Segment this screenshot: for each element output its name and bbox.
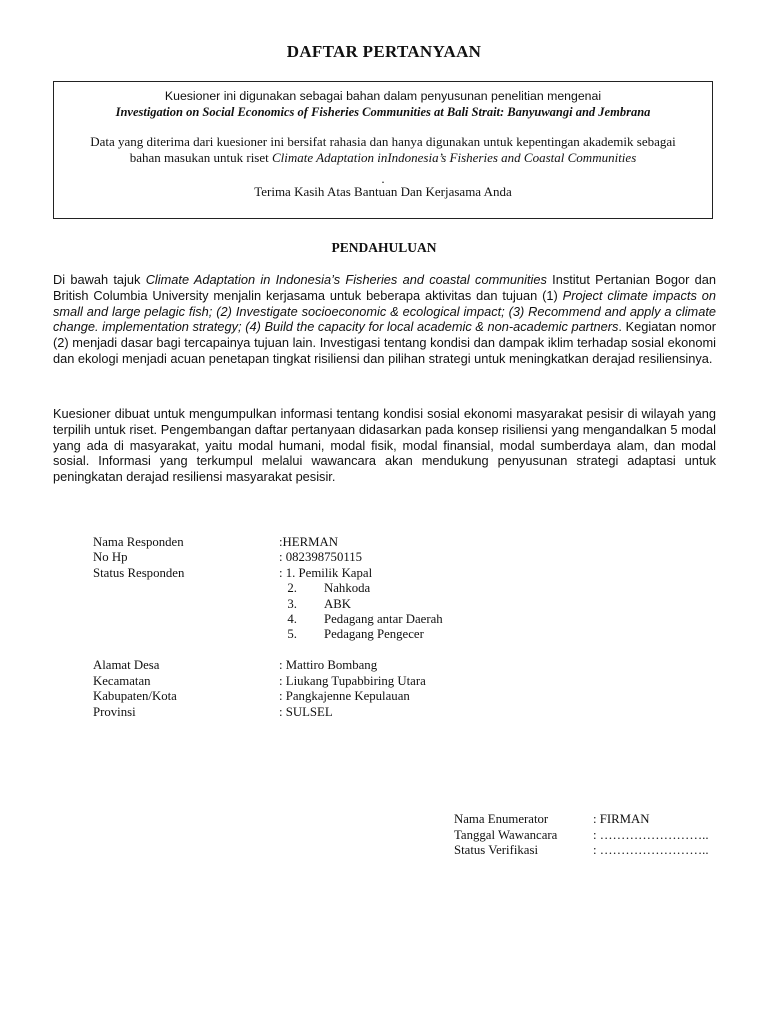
field-label: Kabupaten/Kota: [93, 689, 177, 703]
option-label: Nahkoda: [324, 581, 371, 595]
paragraph-italic: Climate Adaptation in Indonesia’s Fisheries and coastal communities: [145, 272, 547, 287]
option-label: Pedagang Pengecer: [324, 627, 424, 641]
intro-dot: .: [381, 171, 385, 186]
field-label: Status Verifikasi: [454, 843, 539, 857]
intro-line: Kuesioner ini digunakan sebagai bahan dalam penyusunan penelitian mengenai: [164, 89, 602, 103]
option-number: 2.: [287, 581, 297, 595]
project-title: Climate Adaptation inIndonesia’s Fisheries and Coastal Communities: [272, 150, 637, 165]
thanks-line: Terima Kasih Atas Bantuan Dan Kerjasama Anda: [254, 184, 512, 199]
intro-line: [54, 150, 712, 166]
field-value: : Pangkajenne Kepulauan: [279, 689, 410, 703]
paragraph-intro: [53, 272, 716, 367]
intro-text: bahan masukan untuk riset: [129, 150, 272, 165]
paragraph-text: Institut Pertanian Bogor dan British Columbia University menjalin kerjasama untuk beberapa aktivitas dan tujuan (1): [53, 272, 717, 303]
option-number: 5.: [287, 627, 297, 641]
field-label: Tanggal Wawancara: [454, 828, 558, 842]
field-value: : 1. Pemilik Kapal: [279, 566, 373, 580]
field-label: Kecamatan: [93, 674, 151, 688]
field-label: No Hp: [93, 550, 128, 564]
paragraph-text: . Kegiatan nomor (2) menjadi dasar bagi tercapainya tujuan lain. Investigasi tentang kondisi dan dampak iklim terhadap sosial ekonomi dan ekologi menjadi acuan penetapan tingkat risiliensi dan pilihan strategi untuk meningkatkan derajad resiliensinya.: [53, 319, 716, 366]
field-label: Alamat Desa: [93, 658, 160, 672]
paragraph-purpose: Kuesioner dibuat untuk mengumpulkan informasi tentang kondisi sosial ekonomi masyarakat pesisir di wilayah yang terpilih untuk riset. Pengembangan daftar pertanyaan didasarkan pada konsep risiliensi yang mengandalkan 5 modal yang ada di masyarakat, yaitu modal humani, modal fisik, modal finansial, modal sumberdaya alam, dan modal sosial. Informasi yang terkumpul melalui wawancara akan mendukung penyusunan strategi adaptasi untuk peningkatan derajad resiliensi masyarakat pesisir.: [53, 406, 716, 485]
field-value: : Liukang Tupabbiring Utara: [279, 674, 426, 688]
option-number: 4.: [287, 612, 297, 626]
field-value: : Mattiro Bombang: [279, 658, 378, 672]
field-label: Status Responden: [93, 566, 185, 580]
section-title: PENDAHULUAN: [331, 240, 437, 255]
research-title: Investigation on Social Economics of Fisheries Communities at Bali Strait: Banyuwangi and Jembrana: [115, 105, 651, 119]
field-value: :HERMAN: [279, 535, 339, 549]
paragraph-italic: Project climate impacts on small and large pelagic fish; (2) Investigate socioeconomic & ecological impact; (3) Recommend and apply a climate change. implementation strategy; (4) Build the capacity for local academic & non-academic partners: [53, 287, 716, 335]
field-label: Provinsi: [93, 705, 136, 719]
field-value: : 082398750115: [279, 550, 363, 564]
option-label: Pedagang antar Daerah: [324, 612, 443, 626]
field-label: Nama Responden: [93, 535, 184, 549]
intro-line: Data yang diterima dari kuesioner ini bersifat rahasia dan hanya digunakan untuk kepentingan akademik sebagai: [90, 134, 676, 149]
field-label: Nama Enumerator: [454, 812, 549, 826]
field-value: : ……………………..: [593, 828, 709, 842]
page-title: DAFTAR PERTANYAAN: [286, 42, 482, 61]
intro-box: [53, 81, 713, 219]
paragraph-text: Di bawah tajuk: [53, 272, 146, 287]
field-value: : ……………………..: [593, 843, 709, 857]
option-number: 3.: [287, 597, 297, 611]
option-label: ABK: [324, 597, 352, 611]
field-value: : SULSEL: [279, 705, 333, 719]
field-value: : FIRMAN: [593, 812, 650, 826]
